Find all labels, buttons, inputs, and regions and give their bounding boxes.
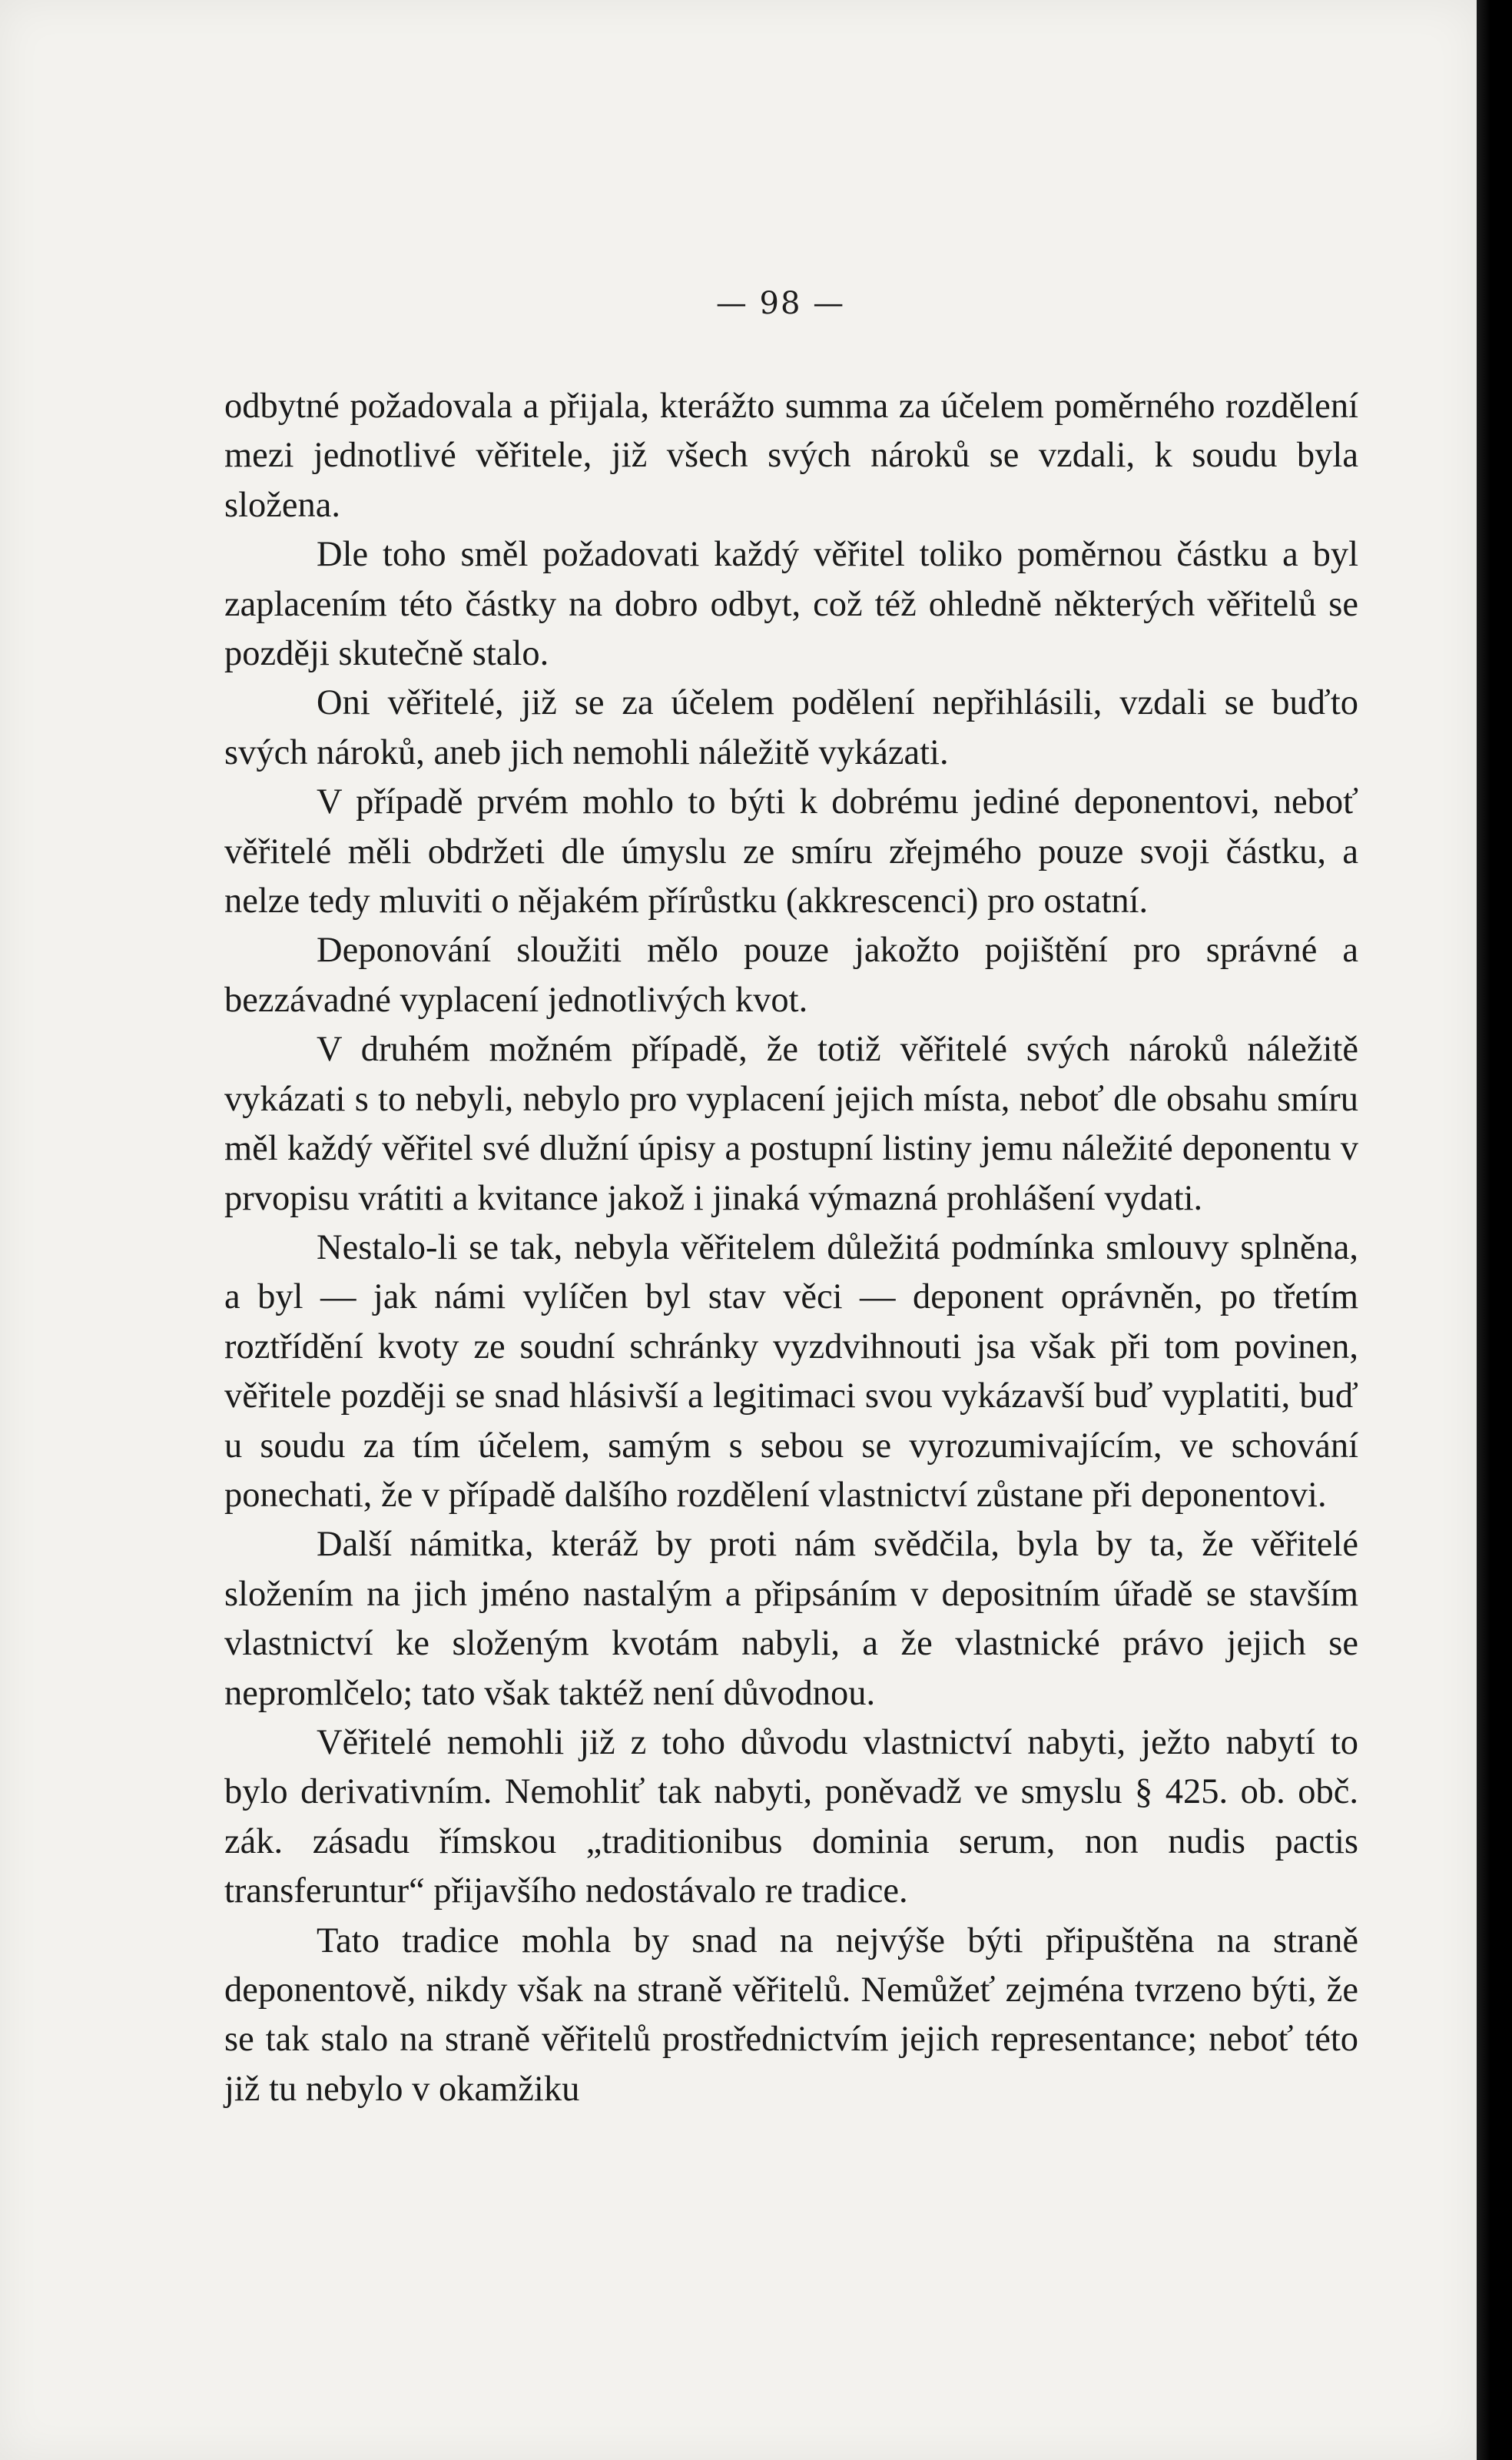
paragraph: Tato tradice mohla by snad na nejvýše býti připuštěna na straně deponentově, nikdy však na straně věřitelů. Nemůžeť zejména tvrzeno býti, že se tak stalo na straně věřitelů prostřednictvím jejich representance; neboť této již tu nebylo v okamžiku — [224, 1921, 1358, 2109]
scan-border — [1477, 0, 1512, 2460]
paragraph: Dle toho směl požadovati každý věřitel toliko poměrnou částku a byl zaplacením této částky na dobro odbyt, což též ohledně některých věřitelů se později skutečně stalo. — [224, 535, 1358, 674]
paragraph: Deponování sloužiti mělo pouze jakožto pojištění pro správné a bezzávadné vyplacení jednotlivých kvot. — [224, 931, 1358, 1020]
page-number: — 98 — — [715, 286, 846, 321]
paragraph: V případě prvém mohlo to býti k dobrému jediné deponentovi, neboť věřitelé měli obdržeti dle úmyslu ze smíru zřejmého pouze svoji částku, a nelze tedy mluviti o nějakém přírůstku (akkrescenci) pro ostatní. — [224, 782, 1358, 921]
paragraph: Další námitka, kteráž by proti nám svědčila, byla by ta, že věřitelé složením na jich jméno nastalým a připsáním v depositním úřadě se stavším vlastnictví ke složeným kvotám nabyli, a že vlastnické právo jejich se nepromlčelo; tato však taktéž není důvodnou. — [224, 1525, 1358, 1713]
paragraph: Oni věřitelé, již se za účelem podělení nepřihlásili, vzdali se buďto svých nároků, aneb jich nemohli náležitě vykázati. — [224, 683, 1358, 772]
paragraph: Nestalo-li se tak, nebyla věřitelem důležitá podmínka smlouvy splněna, a byl — jak námi vylíčen byl stav věci — deponent oprávněn, po třetím roztřídění kvoty ze soudní schránky vyzdvihnouti jsa však při tom povinen, věřitele později se snad hlásivší a legitimaci svou vykázavší buď vyplatiti, buď u soudu za tím účelem, samým s sebou se vyrozumivajícím, ve schování ponechati, že v případě dalšího rozdělení vlastnictví zůstane při deponentovi. — [224, 1227, 1358, 1515]
body-text — [224, 382, 1358, 2114]
paragraph: Věřitelé nemohli již z toho důvodu vlastnictví nabyti, ježto nabytí to bylo derivativním. Nemohliť tak nabyti, poněvadž ve smyslu § 425. ob. obč. zák. zásadu římskou „traditionibus dominia serum, non nudis pactis transferuntur“ přijavšího nedostávalo re tradice. — [224, 1722, 1358, 1911]
paragraph: odbytné požadovala a přijala, kterážto summa za účelem poměrného rozdělení mezi jednotlivé věřitele, již všech svých nároků se vzdali, k soudu byla složena. — [224, 387, 1358, 525]
paragraph: V druhém možném případě, že totiž věřitelé svých nároků náležitě vykázati s to nebyli, nebylo pro vyplacení jejich místa, neboť dle obsahu smíru měl každý věřitel své dlužní úpisy a postupní listiny jemu náležité deponentu v prvopisu vrátiti a kvitance jakož i jinaká výmazná prohlášení vydati. — [224, 1030, 1358, 1218]
